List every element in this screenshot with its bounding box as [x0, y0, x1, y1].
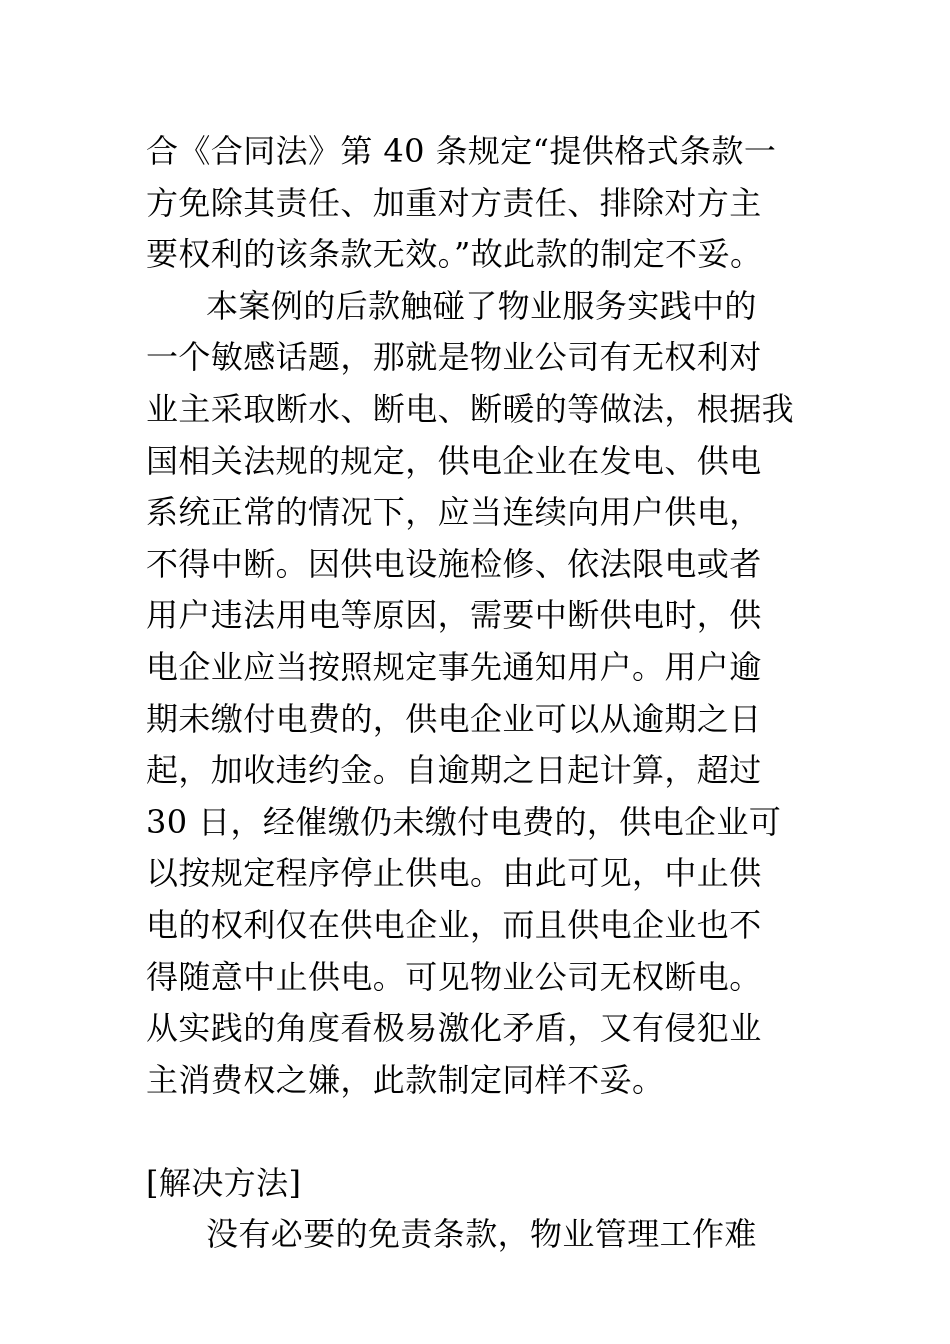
text-line: 用户违法用电等原因，需要中断供电时，供 [146, 596, 762, 635]
blank-line [146, 1106, 836, 1158]
text-line: 起，加收违约金。自逾期之日起计算，超过 [146, 751, 762, 790]
text-line: 系统正常的情况下，应当连续向用户供电， [146, 493, 762, 532]
text-line: 要权利的该条款无效。”故此款的制定不妥。 [146, 235, 763, 274]
text-line: 从实践的角度看极易激化矛盾，又有侵犯业 [146, 1009, 762, 1048]
text-line: 主消费权之嫌，此款制定同样不妥。 [146, 1060, 665, 1099]
document-body [146, 126, 836, 1261]
paragraph-first-line: 本案例的后款触碰了物业服务实践中的 [206, 286, 757, 325]
text-line: 电的权利仅在供电企业，而且供电企业也不 [146, 905, 762, 944]
section-heading: [解决方法] [146, 1163, 302, 1202]
paragraph-first-line: 没有必要的免责条款，物业管理工作难 [206, 1215, 757, 1254]
text-line: 得随意中止供电。可见物业公司无权断电。 [146, 957, 762, 996]
text-line: 以按规定程序停止供电。由此可见，中止供 [146, 854, 762, 893]
text-line: 30 日，经催缴仍未缴付电费的，供电企业可 [146, 802, 782, 841]
text-line: 方免除其责任、加重对方责任、排除对方主 [146, 183, 762, 222]
text-line: 不得中断。因供电设施检修、依法限电或者 [146, 544, 762, 583]
text-line: 业主采取断水、断电、断暖的等做法，根据我 [146, 389, 795, 428]
text-line: 一个敏感话题，那就是物业公司有无权利对 [146, 338, 762, 377]
text-line: 电企业应当按照规定事先通知用户。用户逾 [146, 647, 762, 686]
text-line: 合《合同法》第 40 条规定“提供格式条款一 [146, 132, 777, 170]
text-line: 国相关法规的规定，供电企业在发电、供电 [146, 441, 762, 480]
text-line: 期未缴付电费的，供电企业可以从逾期之日 [146, 699, 762, 738]
